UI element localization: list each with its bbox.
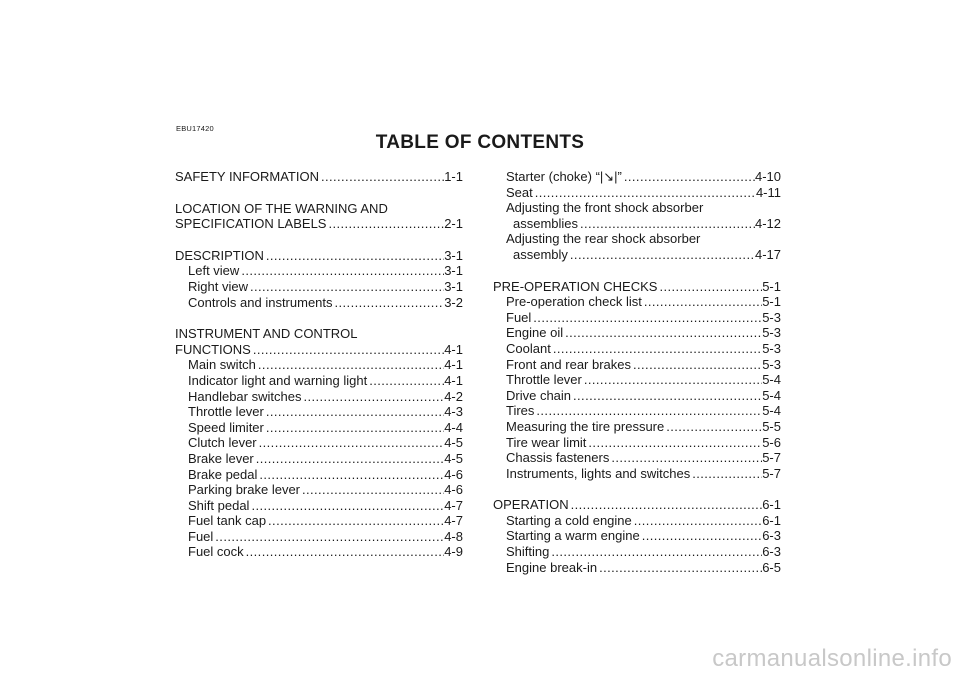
toc-leader-dots: [248, 279, 444, 295]
toc-leader-dots: [549, 544, 762, 560]
toc-entry-page: 5-1: [762, 294, 781, 310]
toc-entry-page: 4-1: [444, 372, 463, 388]
toc-entry[interactable]: [175, 248, 463, 264]
toc-leader-dots: [622, 169, 755, 185]
toc-entry-page: 6-1: [762, 497, 781, 513]
toc-entry[interactable]: [493, 513, 781, 529]
toc-entry-page: 3-1: [444, 278, 463, 294]
toc-leader-dots: [551, 341, 762, 357]
toc-leader-dots: [257, 467, 444, 483]
toc-entry-page: 4-1: [444, 341, 463, 357]
toc-entry-title: SPECIFICATION LABELS: [175, 216, 327, 232]
toc-leader-dots: [264, 404, 444, 420]
toc-entry[interactable]: [175, 295, 463, 311]
toc-leader-dots: [569, 497, 763, 513]
toc-entry-page: 5-3: [762, 309, 781, 325]
toc-entry[interactable]: [175, 357, 463, 373]
toc-entry-title: Shift pedal: [188, 497, 250, 513]
toc-entry-title: Fuel: [506, 309, 532, 325]
toc-leader-dots: [571, 388, 762, 404]
toc-entry[interactable]: [175, 342, 463, 358]
toc-leader-dots: [568, 247, 755, 263]
toc-entry-title: Parking brake lever: [188, 482, 300, 498]
toc-entry-title: Throttle lever: [506, 372, 582, 388]
toc-entry[interactable]: [493, 279, 781, 295]
toc-entry[interactable]: [493, 403, 781, 419]
toc-leader-dots: [266, 513, 444, 529]
toc-leader-dots: [333, 295, 445, 311]
toc-entry[interactable]: [175, 498, 463, 514]
toc-entry[interactable]: [175, 529, 463, 545]
toc-entry-title: Brake pedal: [188, 466, 258, 482]
toc-entry-title: Starting a cold engine: [506, 512, 632, 528]
toc-entry-title: FUNCTIONS: [175, 341, 251, 357]
toc-entry-title: Fuel: [188, 528, 214, 544]
toc-entry-title: Shifting: [506, 544, 550, 560]
toc-entry-page: 4-1: [444, 357, 463, 373]
toc-entry-title: Adjusting the rear shock absorber: [506, 231, 701, 247]
toc-entry-page: 5-4: [762, 372, 781, 388]
toc-entry[interactable]: [493, 231, 781, 247]
toc-entry-page: 5-3: [762, 325, 781, 341]
toc-entry-title: Adjusting the front shock absorber: [506, 200, 704, 216]
toc-leader-dots: [249, 498, 444, 514]
toc-leader-dots: [244, 544, 445, 560]
toc-entry-title: Instruments, lights and switches: [506, 465, 691, 481]
toc-entry-title: Starting a warm engine: [506, 528, 640, 544]
toc-entry-title: LOCATION OF THE WARNING AND: [175, 200, 388, 216]
toc-leader-dots: [301, 389, 444, 405]
toc-entry-page: 3-2: [444, 294, 463, 310]
toc-entry[interactable]: [175, 389, 463, 405]
toc-entry-page: 4-6: [444, 466, 463, 482]
toc-leader-dots: [632, 513, 762, 529]
toc-entry-page: 3-1: [444, 263, 463, 279]
toc-entry-title: Starter (choke) “|↘|”: [506, 169, 622, 184]
toc-entry-title: Pre-operation check list: [506, 294, 642, 310]
toc-entry[interactable]: [175, 373, 463, 389]
toc-leader-dots: [300, 482, 444, 498]
toc-leader-dots: [578, 216, 755, 232]
toc-entry-title: Right view: [188, 278, 248, 294]
toc-entry[interactable]: [175, 451, 463, 467]
toc-entry[interactable]: [175, 513, 463, 529]
toc-entry[interactable]: [493, 294, 781, 310]
toc-entry-title: Left view: [188, 263, 240, 279]
toc-entry-title: OPERATION: [493, 497, 569, 513]
toc-entry-page: 5-7: [762, 465, 781, 481]
toc-entry-page: 5-4: [762, 403, 781, 419]
toc-entry-page: 4-5: [444, 435, 463, 451]
toc-entry[interactable]: [493, 325, 781, 341]
toc-entry[interactable]: [175, 404, 463, 420]
toc-entry-title: Fuel tank cap: [188, 513, 267, 529]
toc-entry-page: 6-3: [762, 544, 781, 560]
toc-entry[interactable]: [175, 544, 463, 560]
toc-leader-dots: [531, 310, 762, 326]
toc-entry-title: Engine oil: [506, 325, 564, 341]
toc-leader-dots: [251, 342, 444, 358]
toc-entry[interactable]: [493, 200, 781, 216]
toc-entry-title: Seat: [506, 184, 533, 200]
toc-entry-title: Throttle lever: [188, 404, 264, 420]
toc-leader-dots: [326, 216, 444, 232]
toc-entry-page: 3-1: [444, 247, 463, 263]
page-title: TABLE OF CONTENTS: [375, 132, 585, 153]
toc-entry[interactable]: [175, 326, 463, 342]
toc-entry[interactable]: [175, 420, 463, 436]
toc-entry-title: Handlebar switches: [188, 388, 302, 404]
toc-leader-dots: [264, 420, 444, 436]
toc-leader-dots: [367, 373, 444, 389]
toc-entry-title: Chassis fasteners: [506, 450, 610, 466]
toc-leader-dots: [239, 263, 444, 279]
toc-entry[interactable]: [493, 435, 781, 451]
toc-entry-page: 4-7: [444, 513, 463, 529]
toc-entry-page: 4-2: [444, 388, 463, 404]
toc-entry[interactable]: [493, 310, 781, 326]
toc-leader-dots: [642, 294, 762, 310]
toc-entry-title: Measuring the tire pressure: [506, 418, 665, 434]
toc-entry-title: Fuel cock: [188, 544, 244, 560]
toc-entry[interactable]: [493, 419, 781, 435]
toc-entry-title: Front and rear brakes: [506, 356, 632, 372]
toc-leader-dots: [597, 560, 762, 576]
toc-entry-page: 5-6: [762, 434, 781, 450]
toc-leader-dots: [534, 403, 762, 419]
toc-leader-dots: [257, 435, 445, 451]
toc-entry-page: 5-3: [762, 340, 781, 356]
toc-entry-title: SAFETY INFORMATION: [175, 169, 319, 184]
toc-entry-title: Brake lever: [188, 450, 254, 466]
toc-entry-page: 2-1: [444, 216, 463, 232]
toc-leader-dots: [563, 325, 762, 341]
toc-entry-page: 6-1: [762, 512, 781, 528]
toc-entry[interactable]: [493, 357, 781, 373]
toc-entry-page: 5-1: [762, 278, 781, 294]
toc-entry-title: assemblies: [513, 215, 579, 231]
document-code: EBU17420: [176, 124, 214, 133]
toc-entry[interactable]: [493, 372, 781, 388]
toc-entry-title: Drive chain: [506, 387, 572, 403]
toc-entry-page: 6-3: [762, 528, 781, 544]
toc-entry[interactable]: [175, 263, 463, 279]
toc-entry-page: 6-5: [762, 559, 781, 575]
toc-entry-title: DESCRIPTION: [175, 247, 264, 263]
watermark: carmanualsonline.info: [712, 645, 952, 672]
toc-leader-dots: [319, 169, 444, 185]
toc-leader-dots: [533, 185, 756, 201]
toc-entry[interactable]: [175, 216, 463, 232]
toc-entry-page: 4-12: [754, 215, 781, 231]
toc-entry-title: Controls and instruments: [188, 294, 333, 310]
toc-entry[interactable]: [493, 247, 781, 263]
toc-entry-title: Speed limiter: [188, 419, 264, 435]
toc-leader-dots: [631, 357, 762, 373]
toc-leader-dots: [609, 450, 762, 466]
toc-entry[interactable]: [493, 216, 781, 232]
toc-entry[interactable]: [175, 482, 463, 498]
toc-leader-dots: [213, 529, 444, 545]
toc-entry-page: 5-7: [762, 450, 781, 466]
toc-entry-page: 5-5: [762, 418, 781, 434]
toc-left-column: [175, 169, 463, 560]
toc-entry-title: PRE-OPERATION CHECKS: [493, 278, 658, 294]
toc-entry[interactable]: [175, 169, 463, 185]
toc-entry[interactable]: [493, 544, 781, 560]
toc-entry-title: Main switch: [188, 357, 256, 373]
toc-entry-page: 4-7: [444, 497, 463, 513]
toc-leader-dots: [664, 419, 762, 435]
toc-leader-dots: [657, 279, 762, 295]
toc-entry-page: 4-6: [444, 482, 463, 498]
toc-entry-title: Indicator light and warning light: [188, 372, 368, 388]
toc-leader-dots: [254, 451, 444, 467]
toc-entry-page: 1-1: [444, 169, 463, 184]
toc-entry[interactable]: [493, 185, 781, 201]
toc-right-column: [493, 169, 781, 575]
toc-entry[interactable]: [493, 388, 781, 404]
toc-entry-page: 4-8: [444, 528, 463, 544]
toc-entry[interactable]: [493, 560, 781, 576]
toc-entry-page: 4-17: [754, 246, 781, 262]
toc-entry-page: 4-10: [754, 169, 781, 184]
toc-entry-title: Engine break-in: [506, 559, 598, 575]
toc-entry-page: 4-3: [444, 404, 463, 420]
toc-entry[interactable]: [175, 467, 463, 483]
toc-entry[interactable]: [175, 201, 463, 217]
toc-entry-title: Clutch lever: [188, 435, 257, 451]
toc-entry-page: 4-5: [444, 450, 463, 466]
toc-entry-page: 4-4: [444, 419, 463, 435]
toc-entry-title: INSTRUMENT AND CONTROL: [175, 326, 358, 342]
toc-entry-title: Coolant: [506, 340, 551, 356]
toc-leader-dots: [690, 466, 762, 482]
toc-entry-page: 5-3: [762, 356, 781, 372]
toc-entry-title: Tires: [506, 403, 535, 419]
toc-entry[interactable]: [175, 435, 463, 451]
toc-leader-dots: [582, 372, 762, 388]
toc-leader-dots: [264, 248, 444, 264]
toc-entry[interactable]: [493, 450, 781, 466]
toc-leader-dots: [256, 357, 444, 373]
toc-entry-page: 4-9: [444, 544, 463, 560]
toc-entry[interactable]: [493, 497, 781, 513]
toc-entry[interactable]: [175, 279, 463, 295]
toc-entry[interactable]: [493, 528, 781, 544]
toc-entry-title: assembly: [513, 246, 568, 262]
toc-leader-dots: [586, 435, 762, 451]
toc-leader-dots: [640, 528, 763, 544]
toc-entry[interactable]: [493, 466, 781, 482]
toc-entry-page: 5-4: [762, 387, 781, 403]
toc-entry-page: 4-11: [755, 184, 781, 200]
toc-entry[interactable]: [493, 169, 781, 185]
toc-entry-title: Tire wear limit: [506, 434, 587, 450]
toc-entry[interactable]: [493, 341, 781, 357]
